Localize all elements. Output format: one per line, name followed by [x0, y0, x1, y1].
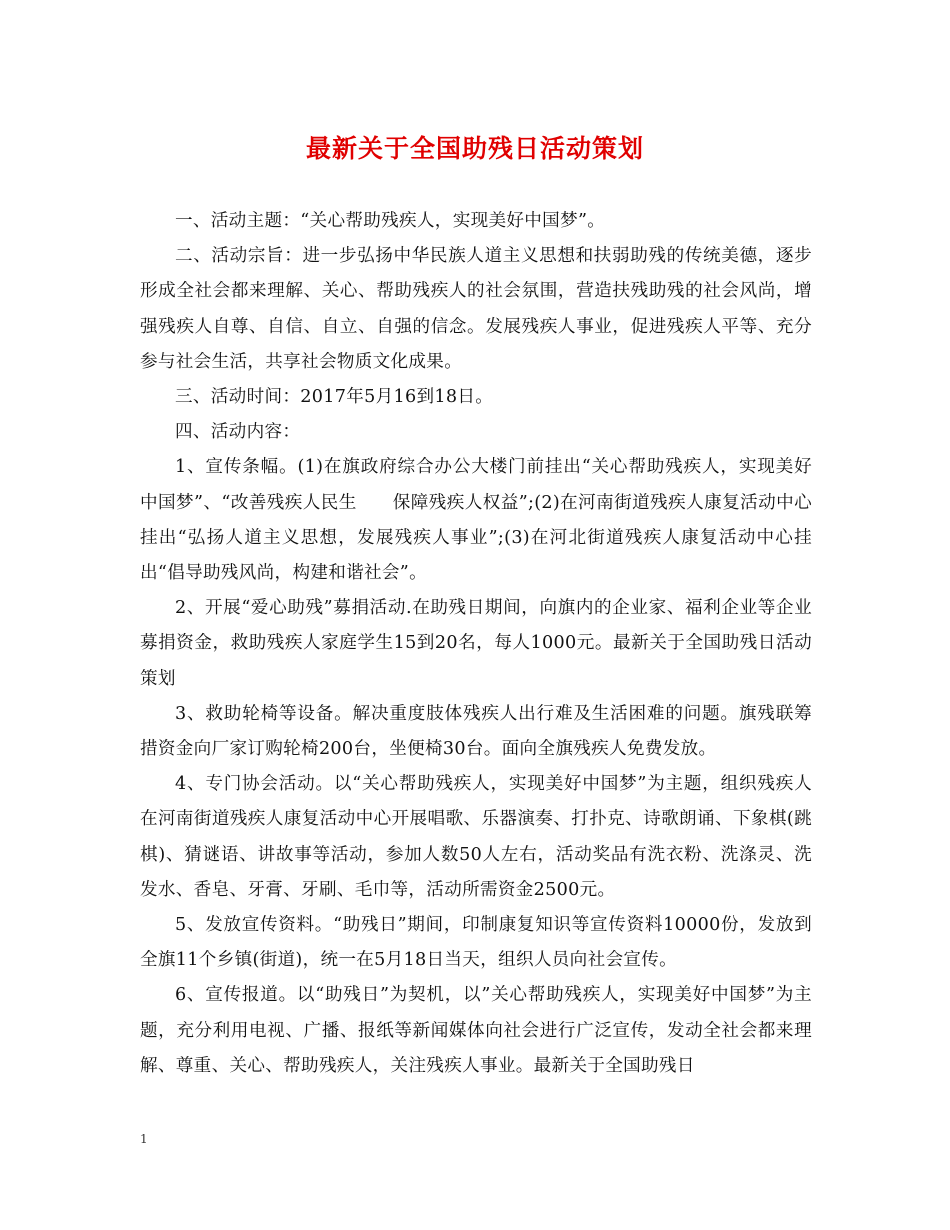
page-number: 1 — [140, 1132, 148, 1146]
paragraph-content-heading: 四、活动内容： — [175, 422, 301, 443]
paragraph-purpose: 二、活动宗旨：进一步弘扬中华民族人道主义思想和扶弱助残的传统美德，逐步形成全社会都来理解、关心、帮助残疾人的社会氛围，营造扶残助残的社会风尚，增强残疾人自尊、自信、自立、自强的信念。发展残疾人事业，促进残疾人平等、充分参与社会生活，共享社会物质文化成果。 — [140, 246, 812, 372]
paragraph-theme: 一、活动主题：“关心帮助残疾人，实现美好中国梦”。 — [175, 211, 606, 231]
document-body — [140, 204, 812, 1084]
paragraph-item-publicity: 6、宣传报道。以“助残日”为契机，以”关心帮助残疾人，实现美好中国梦”为主题，充分利用电视、广播、报纸等新闻媒体向社会进行广泛宣传，发动全社会都来理解、尊重、关心、帮助残疾人，关注残疾人事业。最新关于全国助残日 — [140, 985, 812, 1076]
paragraph-item-donation: 2、开展“爱心助残”募捐活动.在助残日期间，向旗内的企业家、福利企业等企业募捐资金，救助残疾人家庭学生15到20名，每人1000元。最新关于全国助残日活动策划 — [140, 598, 812, 689]
document-title: 最新关于全国助残日活动策划 — [305, 134, 644, 163]
paragraph-item-materials: 5、发放宣传资料。“助残日”期间，印制康复知识等宣传资料10000份，发放到全旗11个乡镇(街道)，统一在5月18日当天，组织人员向社会宣传。 — [140, 915, 812, 971]
paragraph-item-wheelchairs: 3、救助轮椅等设备。解决重度肢体残疾人出行难及生活困难的问题。旗残联筹措资金向厂家订购轮椅200台，坐便椅30台。面向全旗残疾人免费发放。 — [140, 703, 812, 760]
paragraph-item-banners: 1、宣传条幅。(1)在旗政府综合办公大楼门前挂出“关心帮助残疾人，实现美好中国梦”、“改善残疾人民生 保障残疾人权益”;(2)在河南街道残疾人康复活动中心挂出“弘扬人道主义思想，发展残疾人事业”;(3)在河北街道残疾人康复活动中心挂出“倡导助残风尚，构建和谐社会”。 — [140, 457, 812, 584]
paragraph-time: 三、活动时间：2017年5月16到18日。 — [175, 387, 494, 408]
paragraph-item-association: 4、专门协会活动。以“关心帮助残疾人，实现美好中国梦”为主题，组织残疾人在河南街道残疾人康复活动中心开展唱歌、乐器演奏、打扑克、诗歌朗诵、下象棋(跳棋)、猜谜语、讲故事等活动，参加人数50人左右，活动奖品有洗衣粉、洗涤灵、洗发水、香皂、牙膏、牙刷、毛巾等，活动所需资金2500元。 — [140, 774, 812, 900]
